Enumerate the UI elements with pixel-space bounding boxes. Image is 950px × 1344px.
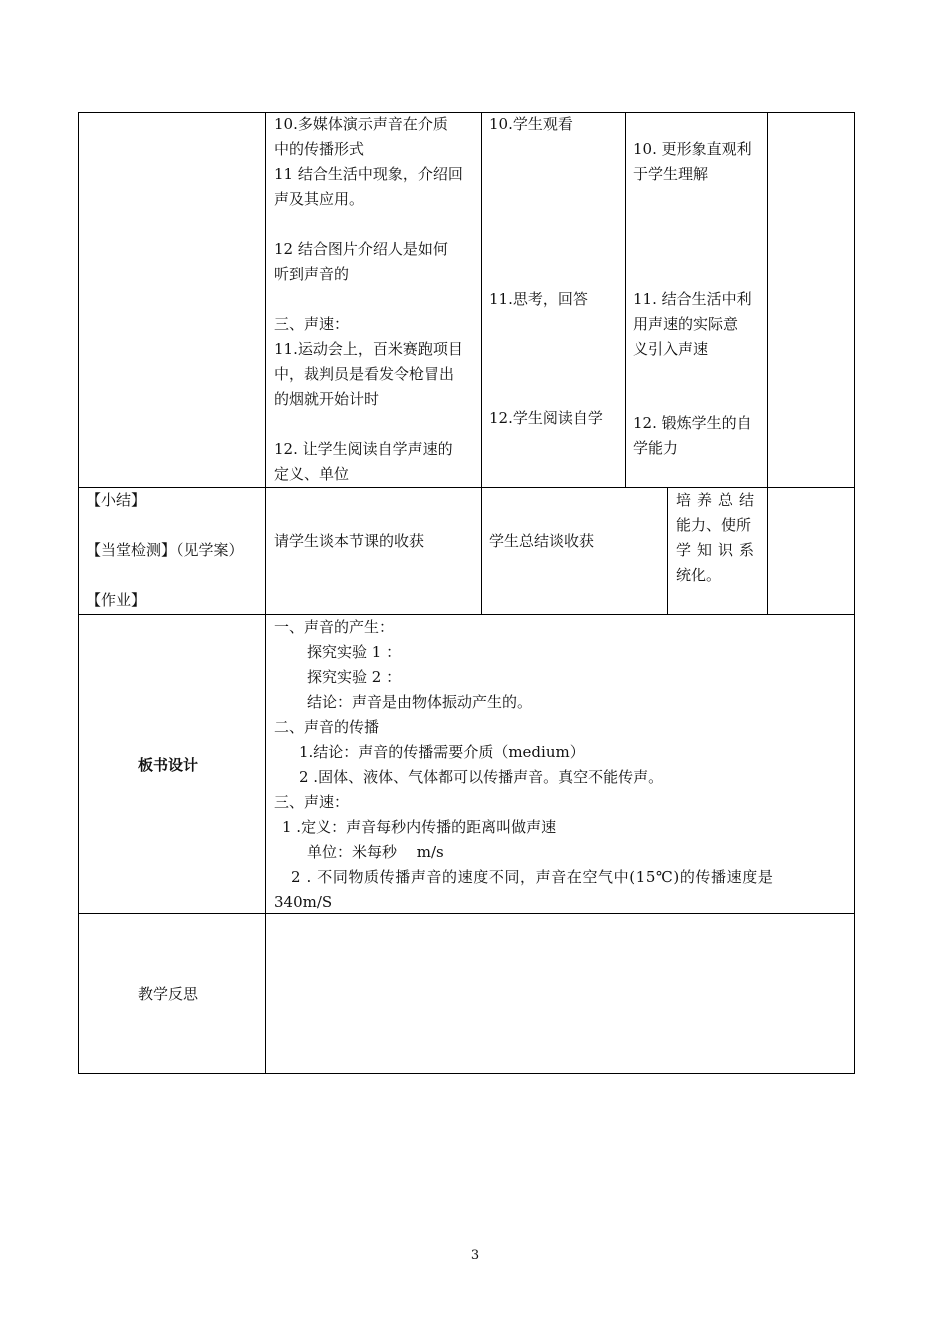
student-line-3: 12.学生阅读自学	[489, 409, 603, 427]
table-border-top	[78, 112, 855, 113]
student-line-1: 10.学生观看	[489, 115, 573, 133]
board-line-3: 探究实验 2 ：	[307, 668, 402, 686]
table-col-divider-3b	[667, 487, 668, 615]
teacher-line-1: 10.多媒体演示声音在介质	[274, 115, 448, 133]
table-border-row1	[78, 487, 855, 488]
teacher-line-6: 听到声音的	[274, 265, 350, 283]
table-col-divider-2	[481, 112, 482, 615]
teacher-line-7: 三、声速：	[274, 315, 350, 333]
teacher-line-4: 声及其应用。	[274, 190, 365, 208]
intent-line-3: 11. 结合生活中利	[633, 290, 752, 308]
table-border-right	[854, 112, 855, 1074]
summary-teacher-activity: 请学生谈本节课的收获	[274, 532, 425, 550]
intent-line-5: 义引入声速	[633, 340, 709, 358]
summary-intent-line-2: 能力、使所	[676, 516, 752, 534]
teacher-line-12: 定义、单位	[274, 465, 350, 483]
teacher-line-2: 中的传播形式	[274, 140, 365, 158]
table-col-divider-1	[265, 112, 266, 1074]
board-line-5: 二、声音的传播	[274, 718, 380, 736]
intent-line-2: 于学生理解	[633, 165, 709, 183]
teacher-line-9: 中，裁判员是看发令枪冒出	[274, 365, 455, 383]
teacher-line-10: 的烟就开始计时	[274, 390, 380, 408]
table-border-left	[78, 112, 79, 1074]
board-line-7: 2 .固体、液体、气体都可以传播声音。真空不能传声。	[299, 768, 664, 786]
summary-intent-line-4: 统化。	[676, 566, 722, 584]
intent-line-7: 学能力	[633, 439, 679, 457]
table-border-row3	[78, 913, 855, 914]
board-line-6: 1.结论：声音的传播需要介质（medium）	[299, 743, 585, 761]
board-design-label: 板书设计	[138, 756, 199, 774]
board-line-2: 探究实验 1 ：	[307, 643, 402, 661]
board-line-4: 结论：声音是由物体振动产生的。	[307, 693, 533, 711]
board-line-1: 一、声音的产生：	[274, 618, 395, 636]
intent-line-4: 用声速的实际意	[633, 315, 739, 333]
board-line-11: 2 . 不同物质传播声音的速度不同，声音在空气中(15℃)的传播速度是	[291, 868, 774, 886]
summary-student-activity: 学生总结谈收获	[489, 532, 595, 550]
teaching-reflection-label: 教学反思	[138, 985, 199, 1003]
summary-label: 【小结】	[86, 491, 147, 509]
table-col-divider-4	[767, 112, 768, 615]
board-line-12: 340m/S	[274, 893, 333, 911]
table-border-bottom	[78, 1073, 855, 1074]
intent-line-6: 12. 锻炼学生的自	[633, 414, 752, 432]
teacher-line-8: 11.运动会上，百米赛跑项目	[274, 340, 463, 358]
board-line-8: 三、声速：	[274, 793, 350, 811]
homework-label: 【作业】	[86, 591, 147, 609]
summary-intent-line-1: 培养总结	[676, 491, 761, 509]
teacher-line-11: 12. 让学生阅读自学声速的	[274, 440, 453, 458]
in-class-check-label: 【当堂检测】（见学案）	[86, 541, 244, 559]
intent-line-1: 10. 更形象直观利	[633, 140, 752, 158]
page-number: 3	[470, 1248, 480, 1263]
board-line-9: 1 .定义：声音每秒内传播的距离叫做声速	[282, 818, 557, 836]
board-line-10: 单位：米每秒 m/s	[307, 843, 444, 861]
student-line-2: 11.思考，回答	[489, 290, 588, 308]
table-col-divider-3a	[625, 112, 626, 488]
table-border-row2	[78, 614, 855, 615]
teacher-line-5: 12 结合图片介绍人是如何	[274, 240, 448, 258]
teacher-line-3: 11 结合生活中现象，介绍回	[274, 165, 463, 183]
summary-intent-line-3: 学知识系	[676, 541, 761, 559]
